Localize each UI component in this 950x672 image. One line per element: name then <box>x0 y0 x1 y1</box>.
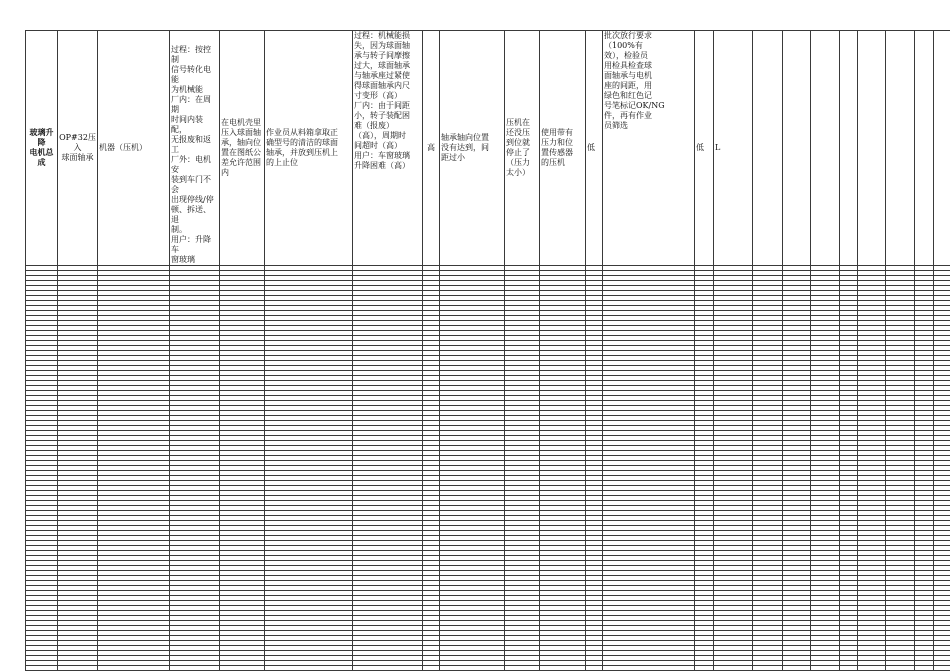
grid-cell[interactable] <box>753 666 783 671</box>
grid-cell[interactable] <box>783 666 811 671</box>
item-cell[interactable]: 玻璃升降 电机总成 <box>26 31 58 266</box>
grid-cell[interactable] <box>840 666 858 671</box>
detection-cell[interactable]: 低 <box>695 31 714 266</box>
empty-cell[interactable] <box>783 31 811 266</box>
grid-cell[interactable] <box>98 666 170 671</box>
failure-mode-2-cell[interactable]: 轴承轴向位置 没有达到，间 距过小 <box>440 31 505 266</box>
empty-cell[interactable] <box>840 31 858 266</box>
priority-cell[interactable]: L <box>714 31 753 266</box>
grid-cell[interactable] <box>886 666 915 671</box>
grid-cell[interactable] <box>440 666 505 671</box>
occurrence-cell[interactable]: 低 <box>586 31 603 266</box>
grid-cell[interactable] <box>934 666 950 671</box>
empty-cell[interactable] <box>753 31 783 266</box>
grid-cell[interactable] <box>353 666 423 671</box>
empty-cell[interactable] <box>811 31 840 266</box>
requirement-cell[interactable]: 在电机壳里 压入球面轴 承，轴向位 置在图纸公 差允许范围 内 <box>220 31 265 266</box>
function-cell[interactable]: 过程：按控制 信号转化电能 为机械能 厂内：在周期 时间内装配， 无报废和返工 厂外：电机安 装到车门不会 出现停线/停 顿、拆送、退 制。 用户：升降车 窗玻璃 <box>170 31 220 266</box>
fmea-row-1 <box>26 31 950 266</box>
grid-cell[interactable] <box>811 666 840 671</box>
grid-cell[interactable] <box>26 666 58 671</box>
empty-cell[interactable] <box>886 31 915 266</box>
grid-cell[interactable] <box>915 666 934 671</box>
grid-cell[interactable] <box>695 666 714 671</box>
grid-cell[interactable] <box>858 666 886 671</box>
grid-cell[interactable] <box>423 666 440 671</box>
empty-cell[interactable] <box>858 31 886 266</box>
grid-cell[interactable] <box>505 666 540 671</box>
fmea-sheet <box>25 30 950 671</box>
failure-effect-cell[interactable]: 过程：机械能损 失，因为球面轴 承与转子间摩擦 过大，球面轴承 与轴承座过紧使 得球面轴承内尺 寸变形（高） 厂内：由于间距 小，转子装配困 难（报废） （高），周期时 间超时（高） 用户：车窗玻璃 升降困难（高） <box>353 31 423 266</box>
grid-cell[interactable] <box>58 666 98 671</box>
severity-cell[interactable]: 高 <box>423 31 440 266</box>
machine-cell[interactable]: 机器（压机） <box>98 31 170 266</box>
process-step-cell[interactable]: OP#32压入 球面轴承 <box>58 31 98 266</box>
failure-cause-cell[interactable]: 压机在 还没压 到位就 停止了 （压力 太小） <box>505 31 540 266</box>
grid-cell[interactable] <box>170 666 220 671</box>
table-row <box>26 666 950 671</box>
empty-cell[interactable] <box>915 31 934 266</box>
detection-control-cell[interactable]: 批次放行要求 （100%有 效），检验员 用检具检查球 面轴承与电机 座的间距，用 绿色和红色记 号笔标记OK/NG 件，再有作业 员筛选 <box>603 31 695 266</box>
grid-cell[interactable] <box>586 666 603 671</box>
grid-cell[interactable] <box>220 666 265 671</box>
grid-cell[interactable] <box>540 666 586 671</box>
empty-cell[interactable] <box>934 31 950 266</box>
grid-cell[interactable] <box>265 666 353 671</box>
grid-cell[interactable] <box>714 666 753 671</box>
failure-mode-cell[interactable]: 作业员从料箱拿取正 确型号的清洁的球面 轴承，并放到压机上 的上止位 <box>265 31 353 266</box>
grid-cell[interactable] <box>603 666 695 671</box>
prevention-cell[interactable]: 使用带有 压力和位 置传感器 的压机 <box>540 31 586 266</box>
